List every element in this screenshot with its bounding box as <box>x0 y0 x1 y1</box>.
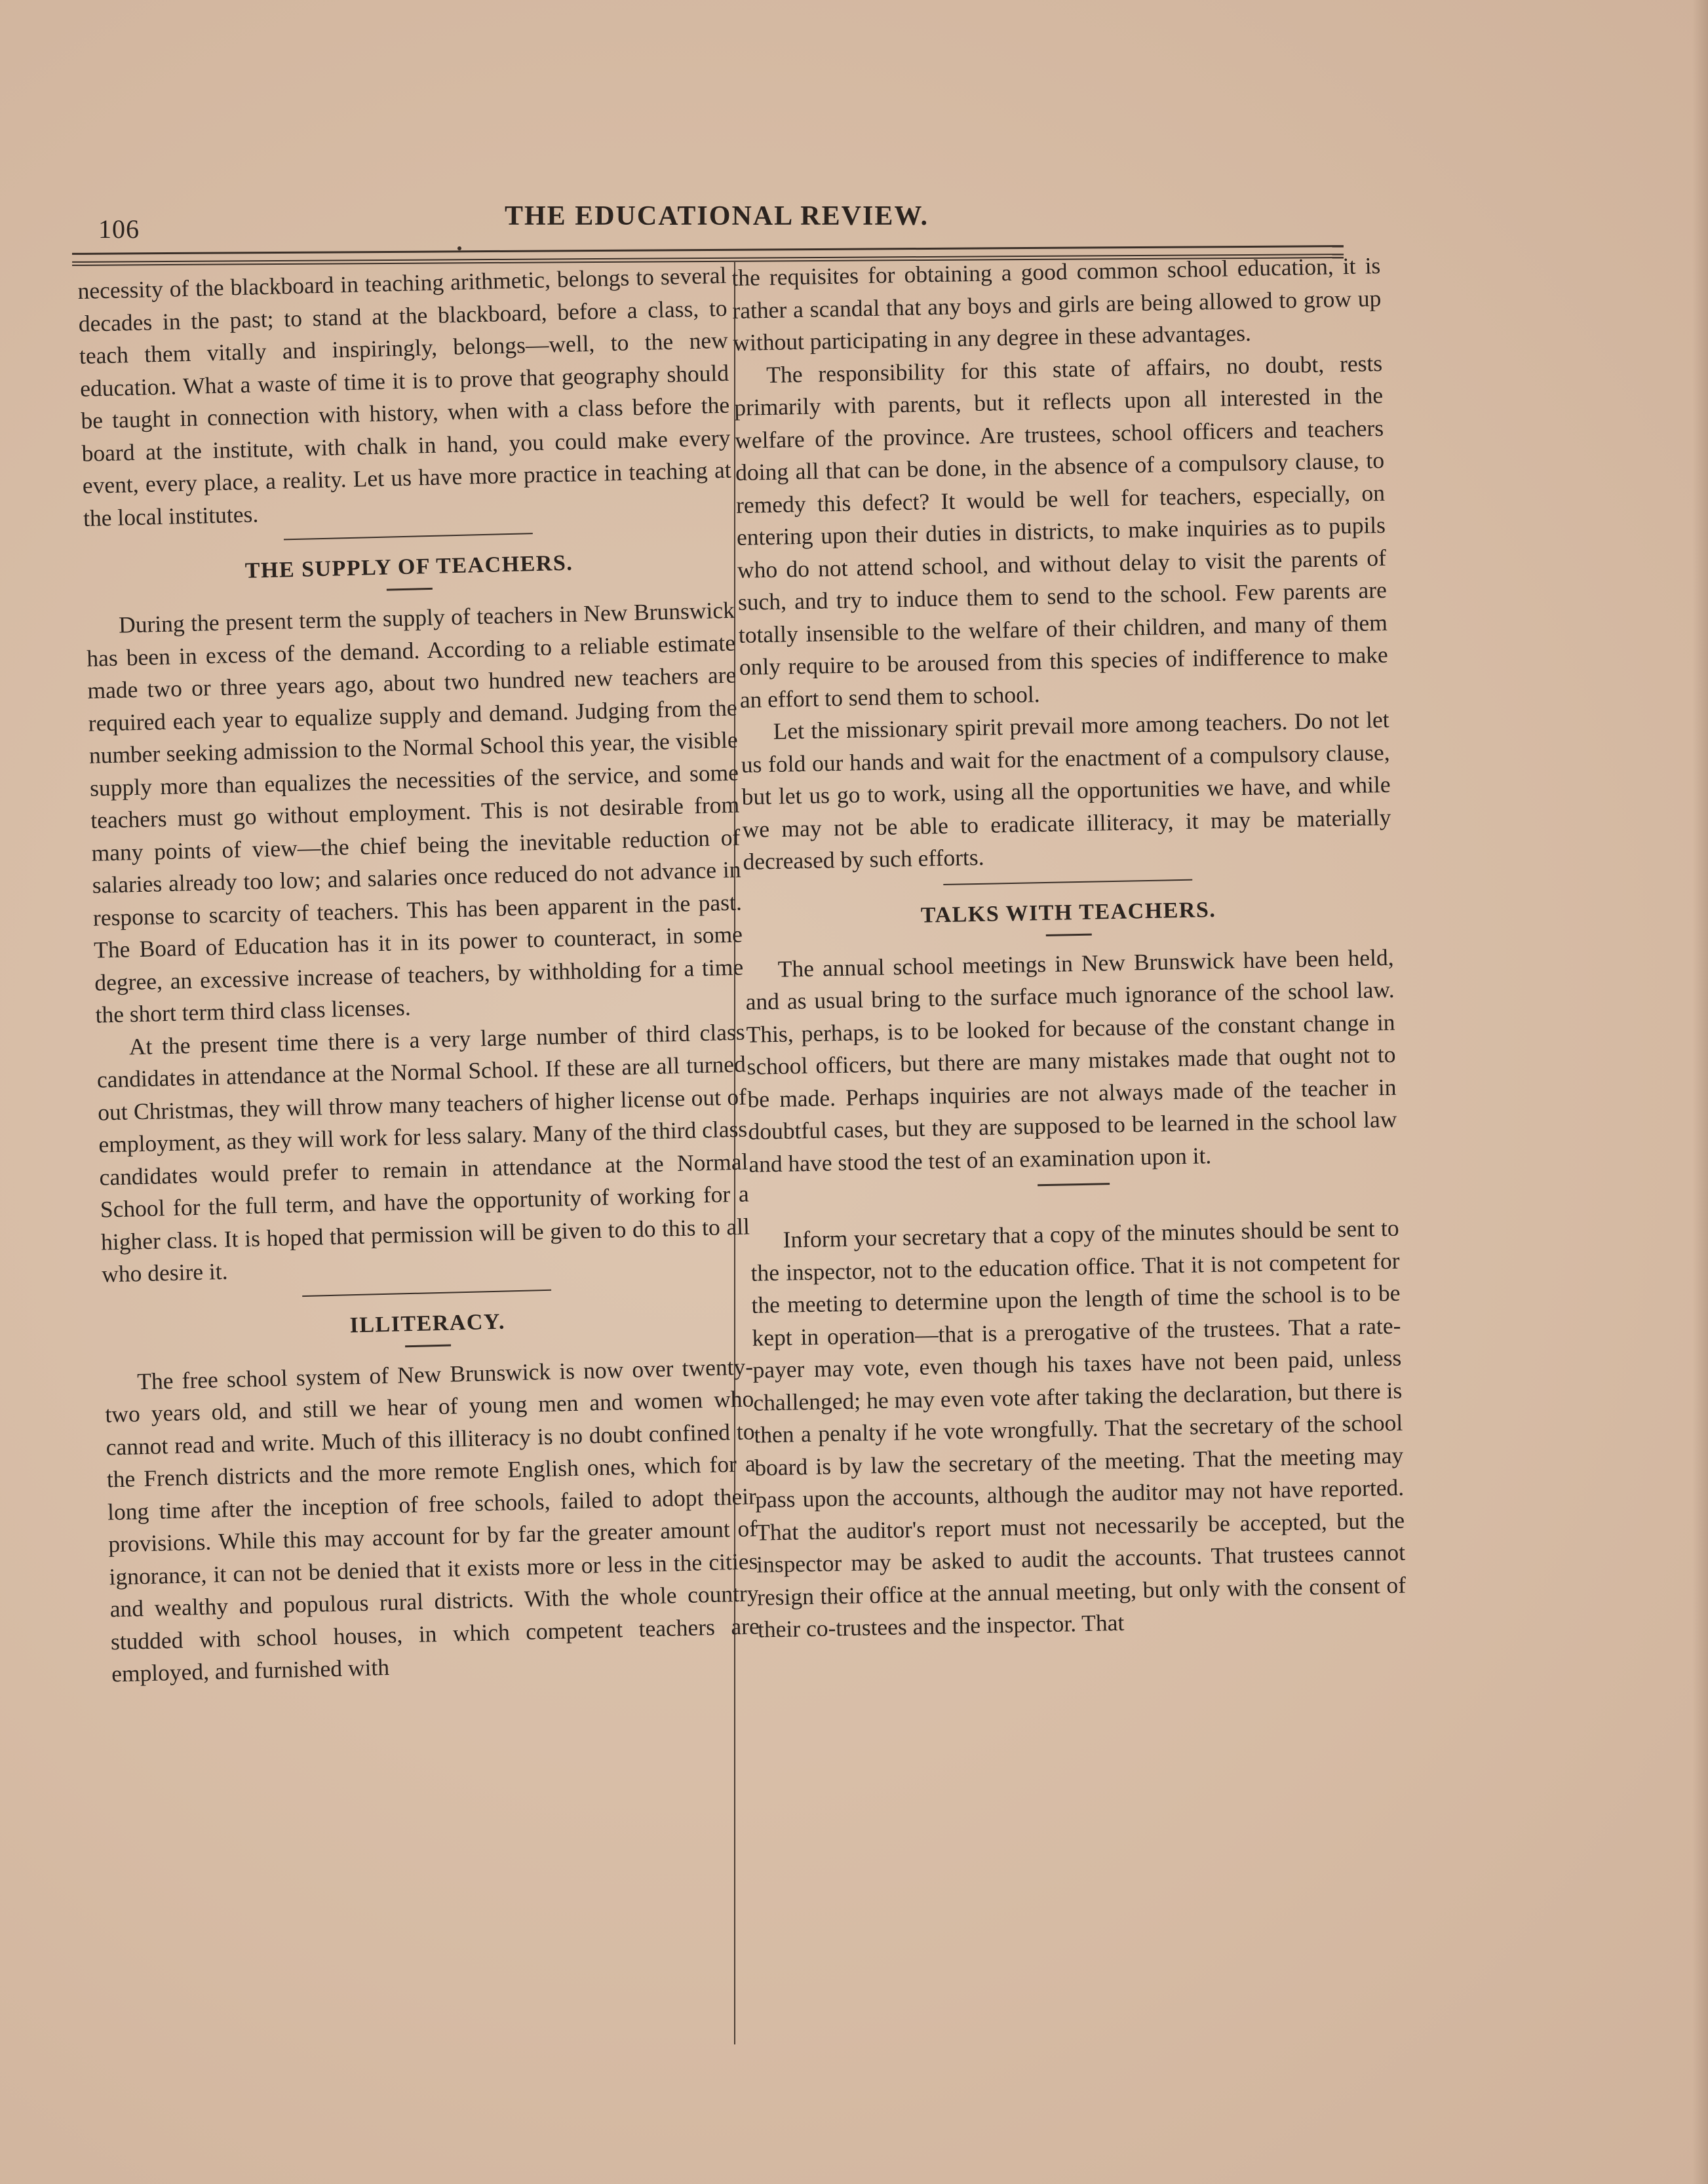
supply-paragraph-1: During the present term the supply of teachers in New Brunswick has been in excess of the demand. According to a reliable estimate made two or three years ago, about two hundred new teachers are required each year to equalize supply and demand. Judging from the number seeking admission to the Normal School this year, the visible supply more than equalizes the necessities of the service, and some teachers must go without employment. This is not desirable from many points of view—the chief being the inevitable reduction of salaries already too low; and salaries once reduced do not advance in response to scarcity of teachers. This has been apparent in the past. The Board of Education has it in its power to counteract, in some degree, an excessive increase of teachers, by withholding for a time the short term third class licenses. <box>86 596 744 1028</box>
talks-with-teachers-heading: TALKS WITH TEACHERS. <box>920 897 1216 928</box>
section-rule <box>302 1289 551 1296</box>
heading-underline <box>387 588 433 591</box>
section-rule <box>284 533 533 540</box>
talks-paragraph-2: Inform your secretary that a copy of the minutes should be sent to the inspector, not to the education office. That it is not competent for the meeting to determine upon the length of time the school is to be kept in operation—that is a prerogative of the trustees. That a rate-payer may vote, even though his taxes have not been paid, unless challenged; he may even vote after taking the declaration, but there is then a penalty if he vote wrongfully. That the secretary of the school board is by law the secretary of the meeting. That the meeting may pass upon the accounts, although the auditor may not have reported. That the auditor's report must not necessarily be accepted, but the inspector may be asked to audit the accounts. That trustees cannot resign their office at the annual meeting, but only with the consent of their co-trustees and the inspector. That <box>750 1214 1407 1643</box>
heading-underline <box>1046 933 1092 936</box>
running-title: THE EDUCATIONAL REVIEW. <box>505 201 929 231</box>
illiteracy-paragraph-1: The free school system of New Brunswick is now over twenty-two years old, and still we hear of young men and women who cannot read and write. Much of this illiteracy is no doubt confined to the French districts and the more remote English ones, which for a long time after the inception of free schools, failed to adopt their provisions. While this may account for by far the greater amount of ignorance, it can not be denied that it exists more or less in the cities and wealthy and populous rural districts. With the whole country studded with school houses, in which competent teachers are employed, and furnished with <box>104 1352 760 1687</box>
left-column <box>77 259 760 1691</box>
paragraph-separator-rule <box>1038 1183 1110 1186</box>
illiteracy-paragraph-2: The responsibility for this state of affairs, no doubt, rests primarily with parents, but it reflects upon all interested in the welfare of the province. Are trustees, school officers and teachers doing all that can be done, in the absence of a compulsory clause, to remedy this defect? It would be well for teachers, especially, on entering upon their duties in districts, to make inquiries as to pupils who do not attend school, and without delay to visit the parents of such, and try to induce them to send to the school. Few parents are totally insensible to the welfare of their children, and many of them only require to be aroused from this species of indifference to make an effort to send them to school. <box>733 349 1389 713</box>
page-header <box>92 197 1350 249</box>
illiteracy-continuation: the requisites for obtaining a good common school education, it is rather a scandal that any boys and girls are being allowed to grow up without participating in any degree in these advantages. <box>731 252 1382 356</box>
page-edge-shadow <box>1692 0 1708 2184</box>
right-column <box>731 250 1407 1646</box>
illiteracy-heading: ILLITERACY. <box>349 1309 506 1337</box>
illiteracy-paragraph-3: Let the missionary spirit prevail more among teachers. Do not let us fold our hands and wait for the enactment of a compulsory clause, but let us go to work, using all the opportunities we have, and while we may not be able to eradicate illiteracy, it may be materially decreased by such efforts. <box>741 706 1391 875</box>
supply-of-teachers-heading: THE SUPPLY OF TEACHERS. <box>244 550 573 583</box>
ink-dot <box>457 246 461 250</box>
section-rule <box>943 879 1192 885</box>
heading-underline <box>405 1344 451 1347</box>
supply-paragraph-2: At the present time there is a very large number of third class candidates in attendance at the Normal School. If these are all turned out Christmas, they will throw many teachers of higher license out of employment, as they will work for less salary. Many of the third class candidates would prefer to remain in attendance at the Normal School for the full term, and have the opportunity of working for a higher class. It is hoped that permission will be given to do this to all who desire it. <box>96 1018 750 1288</box>
talks-paragraph-1: The annual school meetings in New Brunswick have been held, and as usual bring to the surface much ignorance of the school law. This, perhaps, is to be looked for because of the constant change in school officers, but there are many mistakes made that ought not to be made. Perhaps inquiries are not always made of the teacher in doubtful cases, but they are supposed to be learned in the school law and have stood the test of an examination upon it. <box>745 944 1397 1178</box>
left-intro-paragraph: necessity of the blackboard in teaching arithmetic, belongs to several decades in the past; to stand at the blackboard, before a class, to teach them vitally and inspiringly, belongs—well, to the new education. What a waste of time it is to prove that geography should be taught in connection with history, when with a class before the board at the institute, with chalk in hand, you could make every event, every place, a reality. Let us have more practice in teaching at the local institutes. <box>77 261 732 531</box>
page-number: 106 <box>98 214 140 244</box>
